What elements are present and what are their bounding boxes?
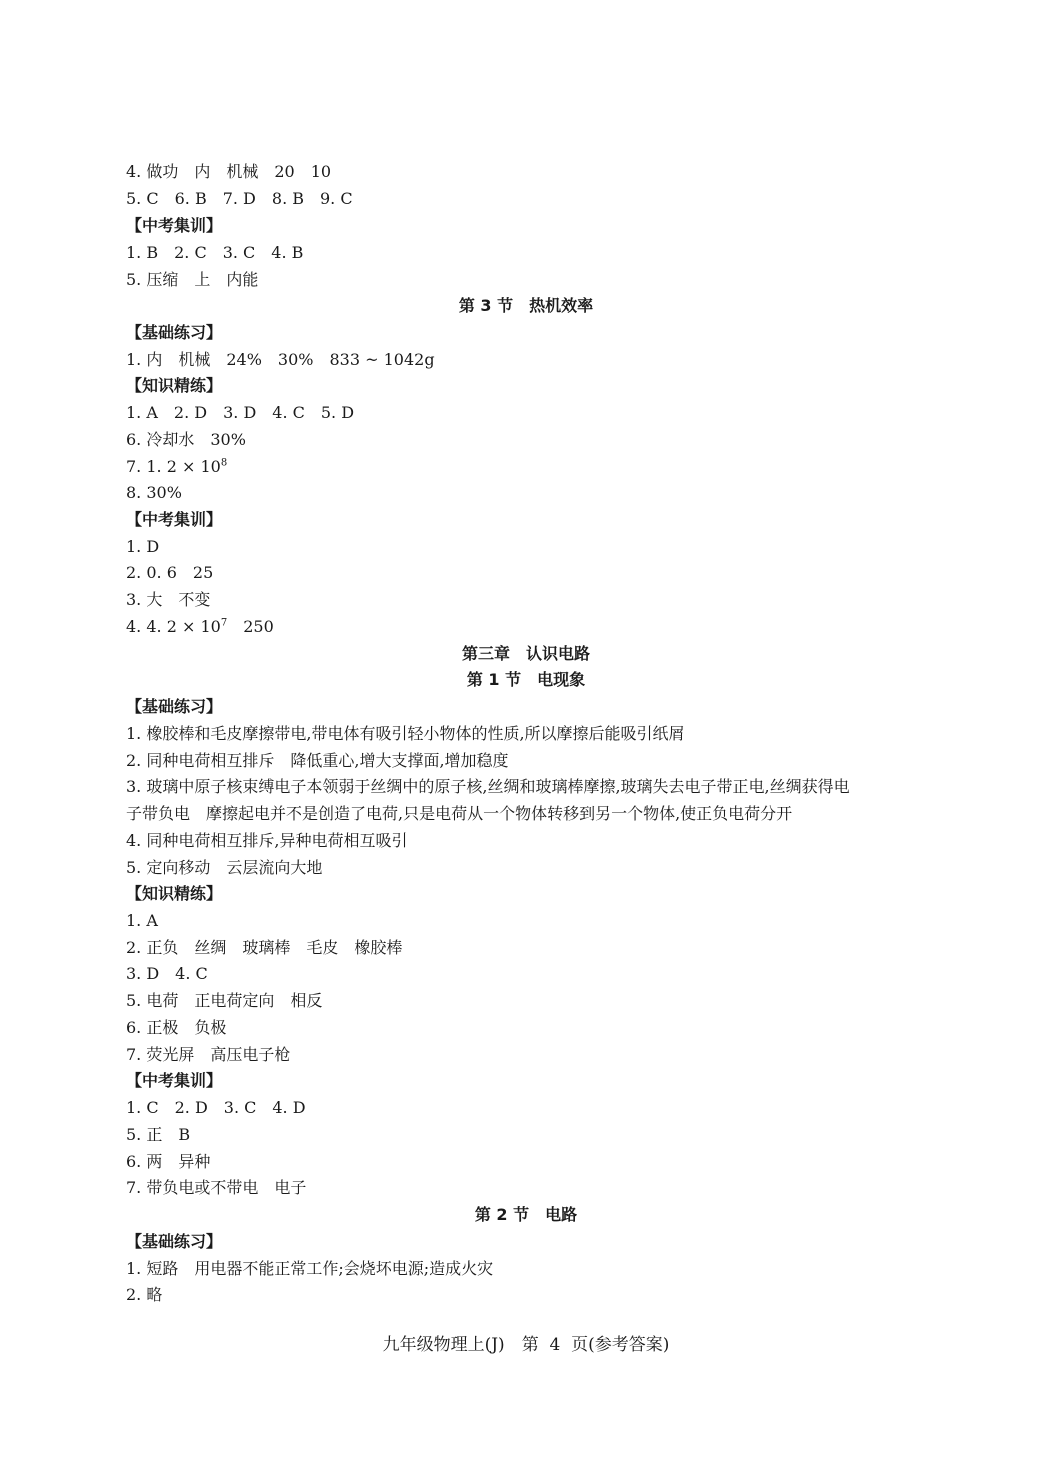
answer-line: 7. 荧光屏 高压电子枪: [126, 1045, 291, 1064]
answer-line: 4. 做功 内 机械 20 10: [126, 162, 332, 181]
answer-line: 5. 定向移动 云层流向大地: [126, 858, 323, 877]
answer-line: 4. 同种电荷相互排斥,异种电荷相互吸引: [126, 831, 408, 850]
subsection-heading: 【中考集训】: [126, 216, 223, 235]
answer-line: 3. 玻璃中原子核束缚电子本领弱于丝绸中的原子核,丝绸和玻璃棒摩擦,玻璃失去电子带正电,丝绸获得电: [126, 777, 850, 796]
answer-text: 7. 1. 2 × 10: [126, 457, 221, 476]
subsection-heading: 【基础练习】: [126, 323, 223, 342]
section-title: 第 1 节 电现象: [466, 670, 586, 689]
answer-line: 1. A 2. D 3. D 4. C 5. D: [126, 403, 355, 422]
answer-line: 5. 电荷 正电荷定向 相反: [126, 991, 323, 1010]
subsection-heading: 【中考集训】: [126, 510, 223, 529]
answer-line: 子带负电 摩擦起电并不是创造了电荷,只是电荷从一个物体转移到另一个物体,使正负电荷分开: [126, 804, 793, 823]
section-title: 第 2 节 电路: [474, 1205, 578, 1224]
answer-line: [126, 457, 946, 477]
answer-text: 4. 4. 2 × 10: [126, 617, 221, 636]
chapter-title: 第三章 认识电路: [461, 644, 590, 663]
subsection-heading: 【基础练习】: [126, 1232, 223, 1251]
answer-line: 1. 橡胶棒和毛皮摩擦带电,带电体有吸引轻小物体的性质,所以摩擦后能吸引纸屑: [126, 724, 685, 743]
exponent: 8: [220, 457, 228, 469]
subsection-heading: 【知识精练】: [126, 376, 223, 395]
answer-line: 2. 正负 丝绸 玻璃棒 毛皮 橡胶棒: [126, 938, 403, 957]
answer-line: 1. A: [126, 911, 158, 930]
answer-line: 2. 略: [126, 1285, 163, 1304]
subsection-heading: 【基础练习】: [126, 697, 223, 716]
answer-line: 8. 30%: [126, 483, 182, 502]
subsection-heading: 【中考集训】: [126, 1071, 223, 1090]
answer-line: 6. 冷却水 30%: [126, 430, 246, 449]
section-title: 第 3 节 热机效率: [458, 296, 594, 315]
answer-line: 3. D 4. C: [126, 964, 208, 983]
answer-line: 1. 短路 用电器不能正常工作;会烧坏电源;造成火灾: [126, 1259, 494, 1278]
answer-line: 1. C 2. D 3. C 4. D: [126, 1098, 306, 1117]
answer-line: 6. 正极 负极: [126, 1018, 227, 1037]
answer-line: 5. 正 B: [126, 1125, 191, 1144]
answer-line: 3. 大 不变: [126, 590, 211, 609]
answer-line: 6. 两 异种: [126, 1152, 211, 1171]
answer-line: 2. 0. 6 25: [126, 563, 214, 582]
answer-line: 5. C 6. B 7. D 8. B 9. C: [126, 189, 353, 208]
answer-line: 1. B 2. C 3. C 4. B: [126, 243, 304, 262]
answer-text: 250: [227, 617, 274, 636]
answer-line: 1. 内 机械 24% 30% 833 ~ 1042g: [126, 350, 435, 369]
subsection-heading: 【知识精练】: [126, 884, 223, 903]
page-footer: 九年级物理上(J) 第 4 页(参考答案): [382, 1335, 670, 1355]
answer-line: 2. 同种电荷相互排斥 降低重心,增大支撑面,增加稳度: [126, 751, 509, 770]
exponent: 7: [220, 617, 228, 629]
answer-line: [126, 617, 946, 637]
answer-line: 7. 带负电或不带电 电子: [126, 1178, 307, 1197]
answer-line: 5. 压缩 上 内能: [126, 270, 259, 289]
answer-line: 1. D: [126, 537, 160, 556]
